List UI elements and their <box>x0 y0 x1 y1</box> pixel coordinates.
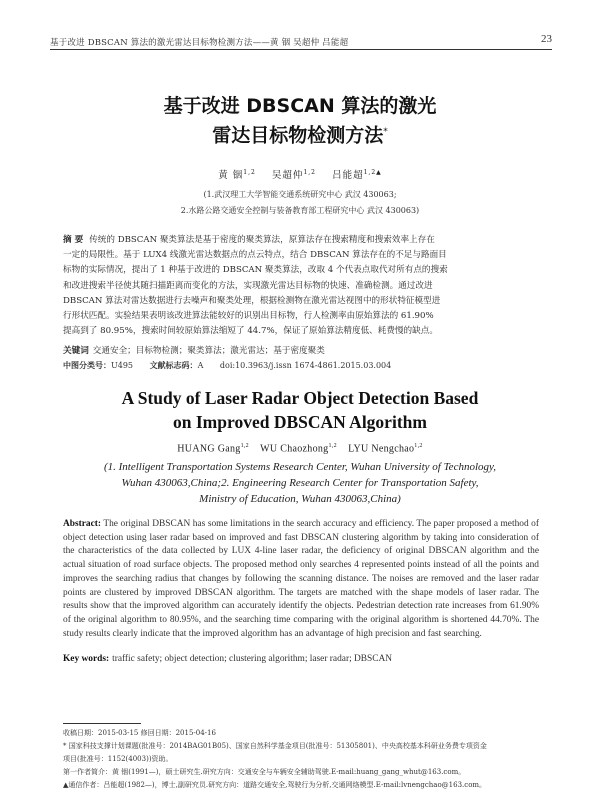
author-affil-mark: 1,2 <box>240 443 249 449</box>
chinese-title-line-1: 基于改进 DBSCAN 算法的激光 <box>163 95 437 117</box>
chinese-title-line-2 <box>0 119 600 148</box>
abstract-label: Abstract: <box>63 519 102 529</box>
keywords-label: 关键词 <box>63 346 89 356</box>
running-head-text: 基于改进 DBSCAN 算法的激光雷达目标物检测方法——黄 铟 吴超仲 吕能超 <box>50 38 349 48</box>
author-name: 吕能超 <box>332 170 364 181</box>
page-number: 23 <box>541 33 552 45</box>
author-name: 黄 铟 <box>218 170 244 181</box>
footnote-line: 项目(批准号：1152(4003))资助。 <box>63 755 173 763</box>
footnote-line: * 国家科技支撑计划课题(批准号：2014BAG01B05)、国家自然科学基金项目(批准号：51305801)、中央高校基本科研业务费专项资金 <box>63 742 487 750</box>
class-label: 中图分类号： <box>63 361 111 370</box>
chinese-authors <box>0 167 600 181</box>
abstract-line: 标物的实际情况，提出了 1 种基于改进的 DBSCAN 聚类算法，改取 4 个代表点取代对所有点的搜索 <box>63 265 448 276</box>
abstract-text: The original DBSCAN has some limitations in the search accuracy and efficiency. The paper proposed a method of object detection using laser radar based on improved and fast DBSCAN clustering algorithm by taking into consideration of the characteristics of the data collected by LUX 4-line laser radar, the deficiency of original DBSCAN algorithm and the actual situation of road surface objects. The proposed method only searches 4 represented points instead of all the points and improves the searching radius that changes by following the scanning distance. The noises are removed and the laser radar points are clustered by improved DBSCAN algorithm. The targets are matched with the shape models of laser radar. The results show that the improved algorithm can accurately identify the objects. Pedestrian detection rate increases from 61.90% of the original algorithm to 80.95%, and the searching time comparing with the original algorithm is shortened 44.70%. The study results clearly indicate that the improved algorithm has an advantage of high precision and fast searching. <box>63 519 539 639</box>
author-affil-mark: 1,2 <box>303 168 316 176</box>
abstract-line: 摘 要 传统的 DBSCAN 聚类算法是基于密度的聚类算法，原算法存在搜索精度和搜索效率上存在 <box>63 235 435 245</box>
author-name: LYU Nengchao <box>348 443 415 455</box>
english-title-line-1: A Study of Laser Radar Object Detection Based <box>121 388 479 408</box>
author-name: WU Chaozhong <box>260 443 329 455</box>
chinese-title-text: 雷达目标物检测方法 <box>212 124 384 147</box>
keywords-text: 交通安全；目标物检测；聚类算法；激光雷达；基于密度聚类 <box>92 346 325 356</box>
title-footnote-mark: * <box>383 127 388 137</box>
abstract-line: 和改进搜索半径使其随扫描距离而变化的方法，实现激光雷达目标物的快速、准确检测。通过改进 <box>63 280 433 291</box>
author-affil-mark: 1,2 <box>414 443 423 449</box>
affiliation-line: Ministry of Education, Wuhan 430063,China) <box>199 493 401 505</box>
affiliation-line: (1. Intelligent Transportation Systems Research Center, Wuhan University of Technology, <box>103 461 497 473</box>
author-affil-mark: 1,2 <box>243 168 256 176</box>
chinese-affiliation-1: (1.武汉理工大学智能交通系统研究中心 武汉 430063; <box>203 190 397 199</box>
english-affiliations <box>0 459 600 507</box>
footnotes <box>63 727 543 792</box>
footnote-divider <box>63 723 141 724</box>
footnote-line: 收稿日期：2015-03-15 修回日期：2015-04-16 <box>63 729 216 737</box>
english-keywords <box>63 654 539 664</box>
english-authors <box>0 443 600 454</box>
abstract-line: 行形状匹配。实验结果表明该改进算法能较好的识别出目标物，行人检测率由原始算法的 61.90% <box>63 311 434 322</box>
doi-value: 10.3963/j.issn 1674-4861.2015.03.004 <box>235 361 392 370</box>
abstract-line: 一定的局限性。基于 LUX4 线激光雷达数据点的点云特点，结合 DBSCAN 算法存在的不足与路面目 <box>63 250 447 261</box>
abstract-label: 摘 要 <box>63 235 84 245</box>
classification-line <box>63 360 539 371</box>
keywords-text: traffic safety; object detection; clustering algorithm; laser radar; DBSCAN <box>112 654 393 664</box>
running-head <box>50 33 552 50</box>
affiliation-line: Wuhan 430063,China;2. Engineering Research Center for Transportation Safety, <box>121 477 479 489</box>
author-affil-mark: 1,2 <box>328 443 337 449</box>
doc-code-label: 文献标志码： <box>149 361 198 370</box>
abstract-line: DBSCAN 算法对雷达数据进行去噪声和聚类处理，根据检测物在激光雷达视图中的形状特征模型进 <box>63 295 441 306</box>
english-title-line-2: on Improved DBSCAN Algorithm <box>173 412 427 432</box>
doi-label: doi: <box>219 361 236 370</box>
keywords-label: Key words: <box>63 654 110 664</box>
abstract-line: 提高到了 80.95%，搜索时间较原始算法缩短了 44.7%，保证了原始算法精度低、耗费慢的缺点。 <box>63 326 438 337</box>
chinese-keywords <box>63 344 539 356</box>
author-affil-mark: 1,2▲ <box>363 168 382 176</box>
author-name: 吴超仲 <box>271 170 304 181</box>
chinese-affiliation-2: 2.水路公路交通安全控制与装备教育部工程研究中心 武汉 430063) <box>180 206 420 215</box>
chinese-abstract <box>63 233 539 339</box>
footnote-line: 第一作者简介：黄 铟(1991—)，硕士研究生.研究方向：交通安全与车辆安全辅助驾驶.E-mail:huang_gang_whut@163.com。 <box>63 768 466 776</box>
doc-code-value: A <box>197 361 204 370</box>
footnote-line: ▲通信作者：吕能超(1982—)，博士,副研究员.研究方向：道路交通安全,驾驶行为分析,交通网络模型.E-mail:lvnengchao@163.com。 <box>63 781 487 789</box>
class-value: U495 <box>111 361 134 370</box>
author-name: HUANG Gang <box>177 443 241 455</box>
english-abstract <box>63 518 539 641</box>
